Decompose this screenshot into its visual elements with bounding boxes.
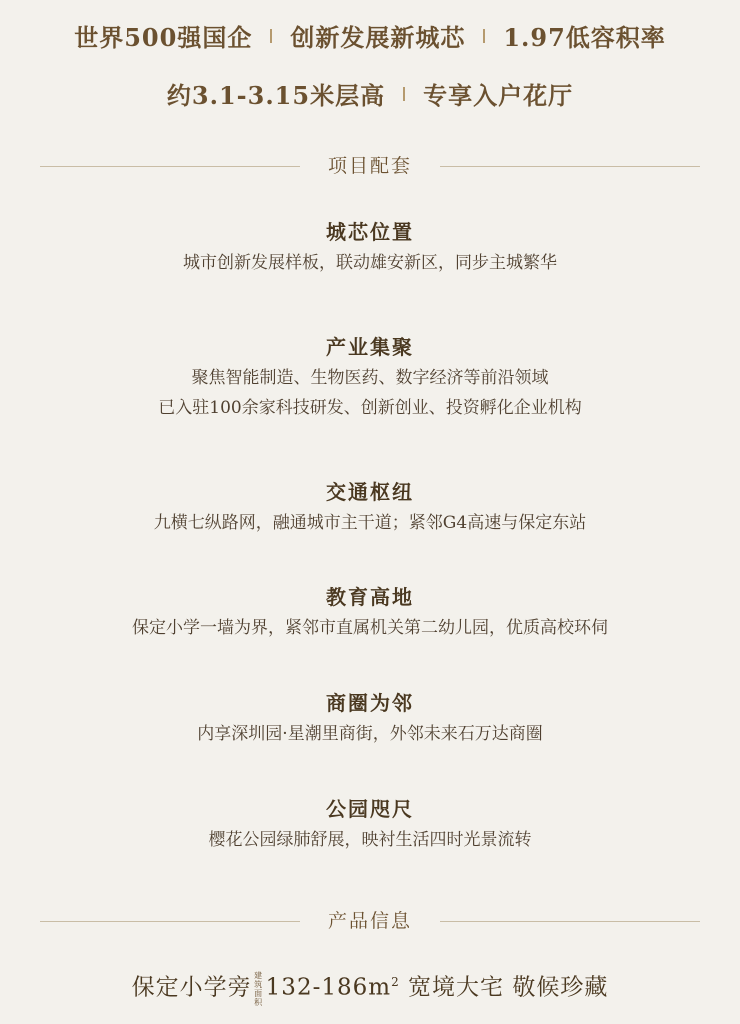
divider-product-info <box>40 909 700 933</box>
area-note: 建筑面积 <box>254 970 264 1007</box>
separator <box>483 29 485 43</box>
section-text: 已入驻100余家科技研发、创新创业、投资孵化企业机构 <box>158 398 582 418</box>
product-tagline <box>0 964 740 1007</box>
section-park <box>0 795 740 855</box>
separator <box>270 29 272 43</box>
section-transport <box>0 478 740 538</box>
section-title: 交通枢纽 <box>326 480 414 504</box>
highlight-floor-height: 约3.1-3.15米层高 <box>166 81 386 110</box>
tagline-suffix: 宽境大宅 敬候珍藏 <box>408 974 609 1001</box>
highlight-state-owned: 世界500强国企 <box>74 23 253 52</box>
section-commerce <box>0 689 740 749</box>
divider-label: 产品信息 <box>327 910 412 932</box>
divider-line <box>440 166 700 167</box>
section-text: 保定小学一墙为界，紧邻市直属机关第二幼儿园，优质高校环伺 <box>132 618 608 638</box>
tagline-prefix: 保定小学旁 <box>131 974 252 1001</box>
section-education <box>0 583 740 643</box>
tagline-area: 132-186m <box>265 974 392 1001</box>
divider-label: 项目配套 <box>327 155 412 177</box>
separator <box>403 87 405 101</box>
highlight-new-core: 创新发展新城芯 <box>290 23 466 52</box>
section-text: 九横七纵路网，融通城市主干道；紧邻G4高速与保定东站 <box>153 513 587 533</box>
section-title: 商圈为邻 <box>326 691 414 715</box>
section-text: 内享深圳园·星潮里商街，外邻未来石万达商圈 <box>197 724 543 744</box>
section-text: 樱花公园绿肺舒展，映衬生活四时光景流转 <box>208 830 532 850</box>
divider-project-facilities <box>40 154 700 178</box>
section-industry <box>0 333 740 423</box>
section-text: 城市创新发展样板，联动雄安新区，同步主城繁华 <box>183 253 557 273</box>
section-title: 城芯位置 <box>326 220 414 244</box>
divider-line <box>440 921 700 922</box>
section-title: 教育高地 <box>326 585 414 609</box>
section-core-location <box>0 218 740 278</box>
highlight-plot-ratio: 1.97低容积率 <box>503 23 666 52</box>
area-unit-sup: 2 <box>391 975 400 989</box>
highlight-entry-hall: 专享入户花厅 <box>423 81 574 110</box>
section-title: 产业集聚 <box>326 335 414 359</box>
highlights-row-2 <box>0 76 740 111</box>
section-title: 公园咫尺 <box>326 797 414 821</box>
highlights-row-1 <box>0 18 740 53</box>
section-text: 聚焦智能制造、生物医药、数字经济等前沿领域 <box>191 368 549 388</box>
